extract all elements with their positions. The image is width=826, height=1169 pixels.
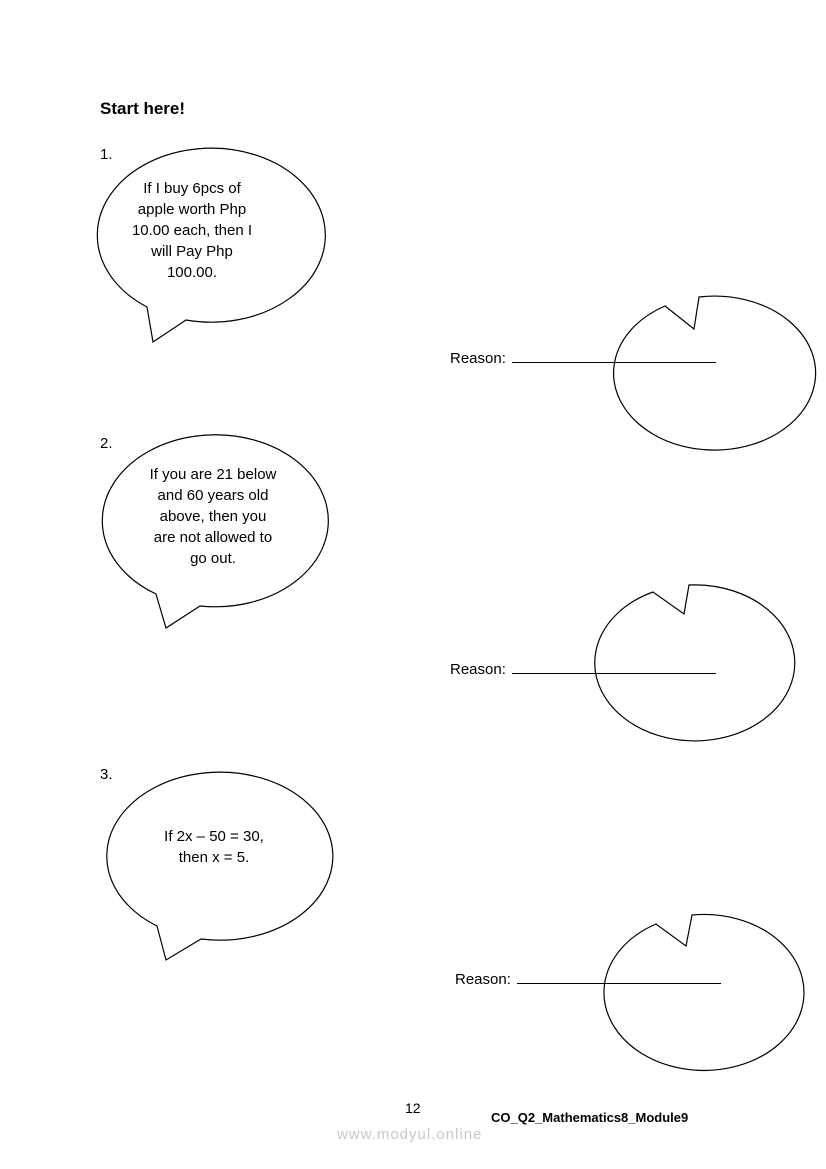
- answer-balloon: [604, 914, 804, 1070]
- item-number: 1.: [100, 146, 113, 163]
- answer-line[interactable]: [517, 982, 721, 984]
- item-number: 3.: [100, 766, 113, 783]
- page-number: 12: [405, 1100, 421, 1116]
- reason-field[interactable]: [455, 971, 721, 988]
- reason-field[interactable]: [450, 350, 716, 367]
- reason-label: Reason:: [450, 661, 506, 678]
- reason-field[interactable]: [450, 661, 716, 678]
- reason-label: Reason:: [455, 971, 511, 988]
- statement-text: If 2x – 50 = 30, then x = 5.: [164, 828, 264, 866]
- answer-balloon: [614, 296, 816, 450]
- page-title: Start here!: [100, 99, 186, 118]
- answer-line[interactable]: [512, 672, 716, 674]
- statement-text: If I buy 6pcs of apple worth Php 10.00 each, then I will Pay Php 100.00.: [131, 180, 253, 281]
- item-number: 2.: [100, 435, 113, 452]
- watermark: www.modyul.online: [337, 1126, 483, 1143]
- statement-text: If you are 21 below and 60 years old above, then you are not allowed to go out.: [149, 466, 277, 567]
- reason-label: Reason:: [450, 350, 506, 367]
- module-code: CO_Q2_Mathematics8_Module9: [491, 1110, 689, 1125]
- answer-line[interactable]: [512, 361, 716, 363]
